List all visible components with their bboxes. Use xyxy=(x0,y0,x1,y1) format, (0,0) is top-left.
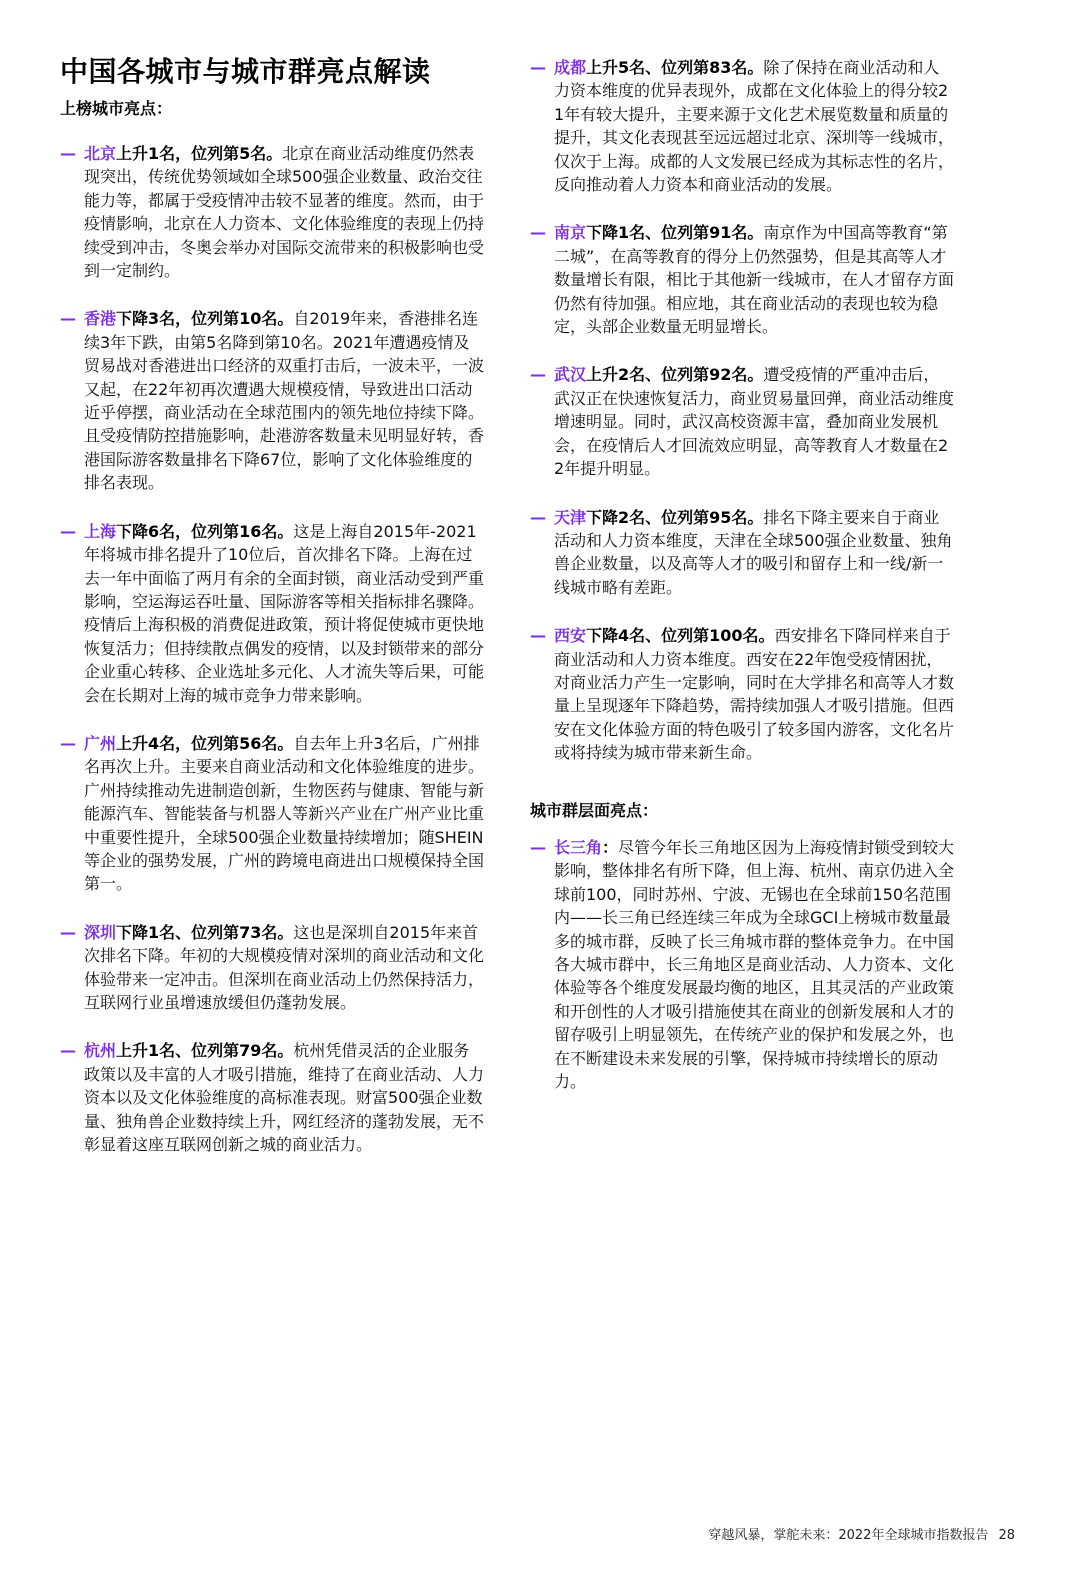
city-description: 自去年上升3名后，广州排名再次上升。主要来自商业活动和文化体验维度的进步。广州持续推动先进制造创新，生物医药与健康、智能与新能源汽车、智能装备与机器人等新兴产业在广州产业比重中重要性提升，全球500强企业数量持续增加；随SHEIN等企业的强势发展，广州的跨境电商进出口规模保持全国第一。 xyxy=(84,733,485,894)
cluster-description: 尽管今年长三角地区因为上海疫情封锁受到较大影响，整体排名有所下降，但上海、杭州、南京仍进入全球前100，同时苏州、宁波、无锡也在全球前150名范围内——长三角已经连续三年成为全球GCI上榜城市数量最多的城市群，反映了长三角城市群的整体竞争力。在中国各大城市群中，长三角地区是商业活动、人力资本、文化体验等各个维度发展最均衡的地区，且其灵活的产业政策和开创性的人才吸引措施使其在商业的创新发展和人才的留存吸引上明显领先，在传统产业的保护和发展之外，也在不断建设未来发展的引擎，保持城市持续增长的原动力。 xyxy=(554,838,955,1092)
list-item-shenzhen xyxy=(60,921,485,1015)
city-description: 这也是深圳自2015年来首次排名下降。年初的大规模疫情对深圳的商业活动和文化体验带来一定冲击。但深圳在商业活动上仍然保持活力，互联网行业虽增速放缓但仍蓬勃发展。 xyxy=(84,922,485,1012)
dash-marker: — xyxy=(530,838,546,857)
rank-change: 上升1名、位列第79名。 xyxy=(116,1041,294,1061)
page-number: 28 xyxy=(998,1528,1015,1543)
dash-marker: — xyxy=(530,223,546,243)
rank-change: 下降1名、位列第73名。 xyxy=(116,922,294,942)
city-description: 西安排名下降同样来自于商业活动和人力资本维度。西安在22年饱受疫情困扰，对商业活力产生一定影响，同时在大学排名和高等人才数量上呈现逐年下降趋势，需持续加强人才吸引措施。但西安在文化体验方面的特色吸引了较多国内游客，文化名片或将持续为城市带来新生命。 xyxy=(554,626,955,763)
rank-change: 上升1名，位列第5名。 xyxy=(116,144,283,163)
city-description: 这是上海自2015年-2021年将城市排名提升了10位后，首次排名下降。上海在过去一年中面临了两月有余的全面封锁，商业活动受到严重影响，空运海运吞吐量、国际游客等相关指标排名骤降。疫情后上海积极的消费促进政策，预计将促使城市更快地恢复活力；但持续散点偶发的疫情，以及封锁带来的部分企业重心转移、企业选址多元化、人才流失等后果，可能会在长期对上海的城市竞争力带来影响。 xyxy=(84,521,485,705)
city-name: 成都 xyxy=(554,58,587,77)
dash-marker: — xyxy=(530,626,546,646)
dash-marker: — xyxy=(530,365,546,385)
city-description: 除了保持在商业活动和人力资本维度的优异表现外，成都在文化体验上的得分较21年有较大提升，主要来源于文化艺术展览数量和质量的提升，其文化表现甚至远远超过北京、深圳等一线城市，仅次于上海。成都的人文发展已经成为其标志性的名片，反向推动着人力资本和商业活动的发展。 xyxy=(554,58,955,195)
list-item-wuhan xyxy=(530,363,955,480)
dash-marker: — xyxy=(60,309,76,329)
rank-change: 上升5名、位列第83名。 xyxy=(586,58,764,77)
city-name: 天津 xyxy=(554,507,587,527)
dash-marker: — xyxy=(60,922,76,942)
city-name: 南京 xyxy=(554,223,587,243)
cluster-column xyxy=(530,836,955,1118)
dash-marker: — xyxy=(60,144,76,163)
cluster-section-heading: 城市群层面亮点： xyxy=(530,801,659,820)
list-item-xian xyxy=(530,624,955,764)
dash-marker: — xyxy=(530,58,546,77)
rank-change: 下降1名、位列第91名。 xyxy=(586,223,764,243)
rank-change: 下降3名，位列第10名。 xyxy=(116,309,294,329)
city-name: 广州 xyxy=(84,733,117,753)
city-name: 香港 xyxy=(84,309,117,329)
left-column xyxy=(60,142,485,1181)
cluster-colon: ： xyxy=(602,838,619,857)
list-item-nanjing xyxy=(530,221,955,338)
city-name: 武汉 xyxy=(554,365,587,385)
report-title: 穿越风暴，掌舵未来：2022年全球城市指数报告 xyxy=(708,1528,989,1543)
city-description: 遭受疫情的严重冲击后，武汉正在快速恢复活力，商业贸易量回弹，商业活动维度增速明显。同时，武汉高校资源丰富，叠加商业发展机会，在疫情后人才回流效应明显，高等教育人才数量在22年提升明显。 xyxy=(554,365,955,479)
city-name: 深圳 xyxy=(84,922,117,942)
city-name: 西安 xyxy=(554,626,587,646)
list-item-hangzhou xyxy=(60,1039,485,1156)
city-name: 上海 xyxy=(84,521,117,541)
dash-marker: — xyxy=(530,507,546,527)
list-item-tianjin xyxy=(530,506,955,600)
dash-marker: — xyxy=(60,521,76,541)
right-column xyxy=(530,56,955,790)
rank-change: 下降6名，位列第16名。 xyxy=(116,521,294,541)
list-item-guangzhou xyxy=(60,732,485,896)
list-item-hongkong xyxy=(60,307,485,494)
rank-change: 下降2名、位列第95名。 xyxy=(586,507,764,527)
list-item-yangtze-delta xyxy=(530,836,955,1093)
rank-change: 下降4名、位列第100名。 xyxy=(586,626,775,646)
list-item-beijing xyxy=(60,142,485,282)
city-description: 排名下降主要来自于商业活动和人力资本维度，天津在全球500强企业数量、独角兽企业数量，以及高等人才的吸引和留存上和一线/新一线城市略有差距。 xyxy=(554,507,953,597)
list-item-shanghai xyxy=(60,520,485,707)
city-description: 南京作为中国高等教育“第二城”，在高等教育的得分上仍然强势，但是其高等人才数量增长有限，相比于其他新一线城市，在人才留存方面仍然有待加强。相应地，其在商业活动的表现也较为稳定，头部企业数量无明显增长。 xyxy=(554,223,955,337)
list-item-chengdu xyxy=(530,56,955,196)
city-description: 自2019年来，香港排名连续3年下跌，由第5名降到第10名。2021年遭遇疫情及贸易战对香港进出口经济的双重打击后，一波未平，一波又起，在22年初再次遭遇大规模疫情，导致进出口活动近乎停摆，商业活动在全球范围内的领先地位持续下降。且受疫情防控措施影响，赴港游客数量未见明显好转，香港国际游客数量排名下降67位，影响了文化体验维度的排名表现。 xyxy=(84,309,485,493)
page-title: 中国各城市与城市群亮点解读 xyxy=(60,55,431,88)
city-name: 北京 xyxy=(84,144,117,163)
rank-change: 上升2名、位列第92名。 xyxy=(586,365,764,385)
city-name: 杭州 xyxy=(84,1041,117,1061)
rank-change: 上升4名，位列第56名。 xyxy=(116,733,294,753)
city-description: 杭州凭借灵活的企业服务政策以及丰富的人才吸引措施，维持了在商业活动、人力资本以及文化体验维度的高标准表现。财富500强企业数量、独角兽企业数持续上升，网红经济的蓬勃发展，无不彰显着这座互联网创新之城的商业活力。 xyxy=(84,1041,485,1155)
city-description: 北京在商业活动维度仍然表现突出，传统优势领域如全球500强企业数量、政治交往能力等，都属于受疫情冲击较不显著的维度。然而，由于疫情影响，北京在人力资本、文化体验维度的表现上仍持续受到冲击，冬奥会举办对国际交流带来的积极影响也受到一定制约。 xyxy=(84,144,485,281)
dash-marker: — xyxy=(60,733,76,753)
page-footer xyxy=(708,1524,1015,1543)
dash-marker: — xyxy=(60,1041,76,1061)
city-section-heading: 上榜城市亮点： xyxy=(60,99,173,118)
cluster-name: 长三角 xyxy=(554,838,603,857)
